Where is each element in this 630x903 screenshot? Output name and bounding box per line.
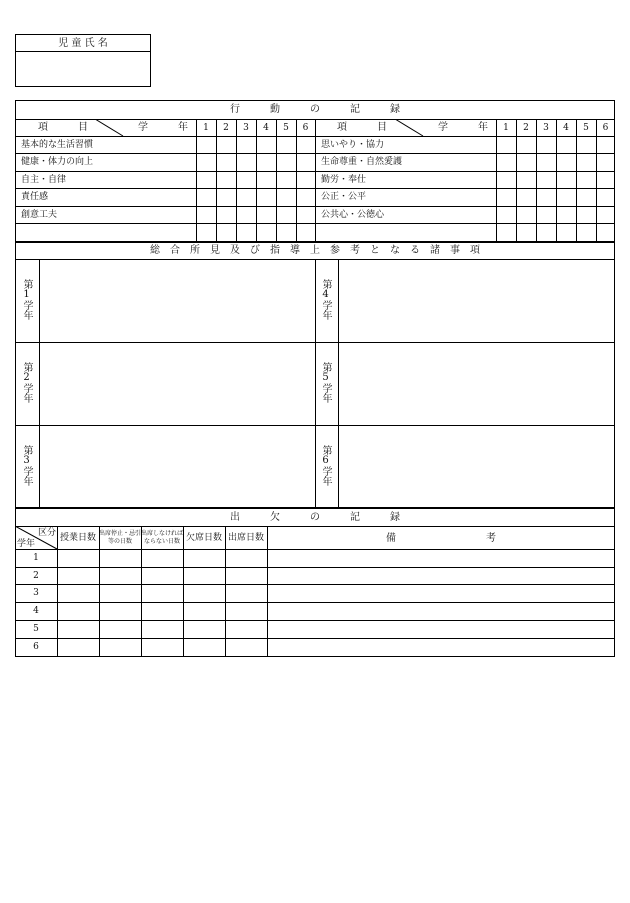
left-item-header: 項 目 [38,122,88,133]
attendance-row-label: 4 [33,606,39,616]
behavior-item: 公正・公平 [321,192,367,202]
grade-header-1-right: 1 [503,123,509,133]
behavior-item: 基本的な生活習慣 [21,140,94,150]
grade-header-5: 5 [283,123,289,133]
behavior-item: 公共心・公徳心 [321,210,385,220]
corner-division-label: 区分 [38,528,57,538]
behavior-item: 自主・自律 [21,175,67,185]
left-grade-header: 学 年 [138,122,188,133]
col-required-days: 出席しなければならない日数 [141,530,184,545]
year-label-3: 第3学年 [21,445,32,486]
behavior-item: 健康・体力の向上 [21,157,94,167]
year-label-5: 第5学年 [320,362,331,403]
student-name-label: 児 童 氏 名 [58,38,108,49]
attendance-row-label: 5 [33,624,39,634]
col-class-days: 授業日数 [59,533,96,543]
year-label-6: 第6学年 [320,445,331,486]
grade-header-1: 1 [203,123,209,133]
attendance-row-label: 6 [33,642,39,652]
attendance-row-label: 2 [33,571,39,581]
behavior-item: 思いやり・協力 [321,140,385,150]
col-suspension-days: 出席停止・忌引等の日数 [99,530,142,545]
grade-header-2: 2 [223,123,229,133]
behavior-title: 行 動 の 記 録 [230,104,400,115]
attendance-title: 出 欠 の 記 録 [230,512,400,523]
grade-header-3-right: 3 [543,123,549,133]
grade-header-4: 4 [263,123,269,133]
behavior-item: 責任感 [21,192,49,202]
general-remarks-title: 総 合 所 見 及 び 指 導 上 参 考 と な る 諸 事 項 [150,245,480,256]
attendance-row-label: 1 [33,553,39,563]
student-name-box [15,34,151,87]
grade-header-3: 3 [243,123,249,133]
behavior-item: 生命尊重・自然愛護 [321,157,403,167]
year-label-4: 第4学年 [320,279,331,320]
grade-header-6-right: 6 [602,123,609,133]
student-name-field[interactable] [18,54,148,84]
year-label-2: 第2学年 [21,362,32,403]
behavior-item: 勤労・奉仕 [321,175,367,185]
col-remarks: 備 考 [386,533,496,544]
right-item-header: 項 目 [337,122,387,133]
behavior-item: 創意工夫 [21,210,58,220]
grade-header-5-right: 5 [583,123,589,133]
grade-header-6: 6 [302,123,309,133]
right-grade-header: 学 年 [438,122,488,133]
corner-year-label: 学年 [17,539,36,549]
year-label-1: 第1学年 [21,279,32,320]
col-present-days: 出席日数 [227,533,264,543]
col-absent-days: 欠席日数 [185,533,222,543]
attendance-row-label: 3 [33,588,39,598]
grade-header-4-right: 4 [563,123,569,133]
grade-header-2-right: 2 [523,123,529,133]
